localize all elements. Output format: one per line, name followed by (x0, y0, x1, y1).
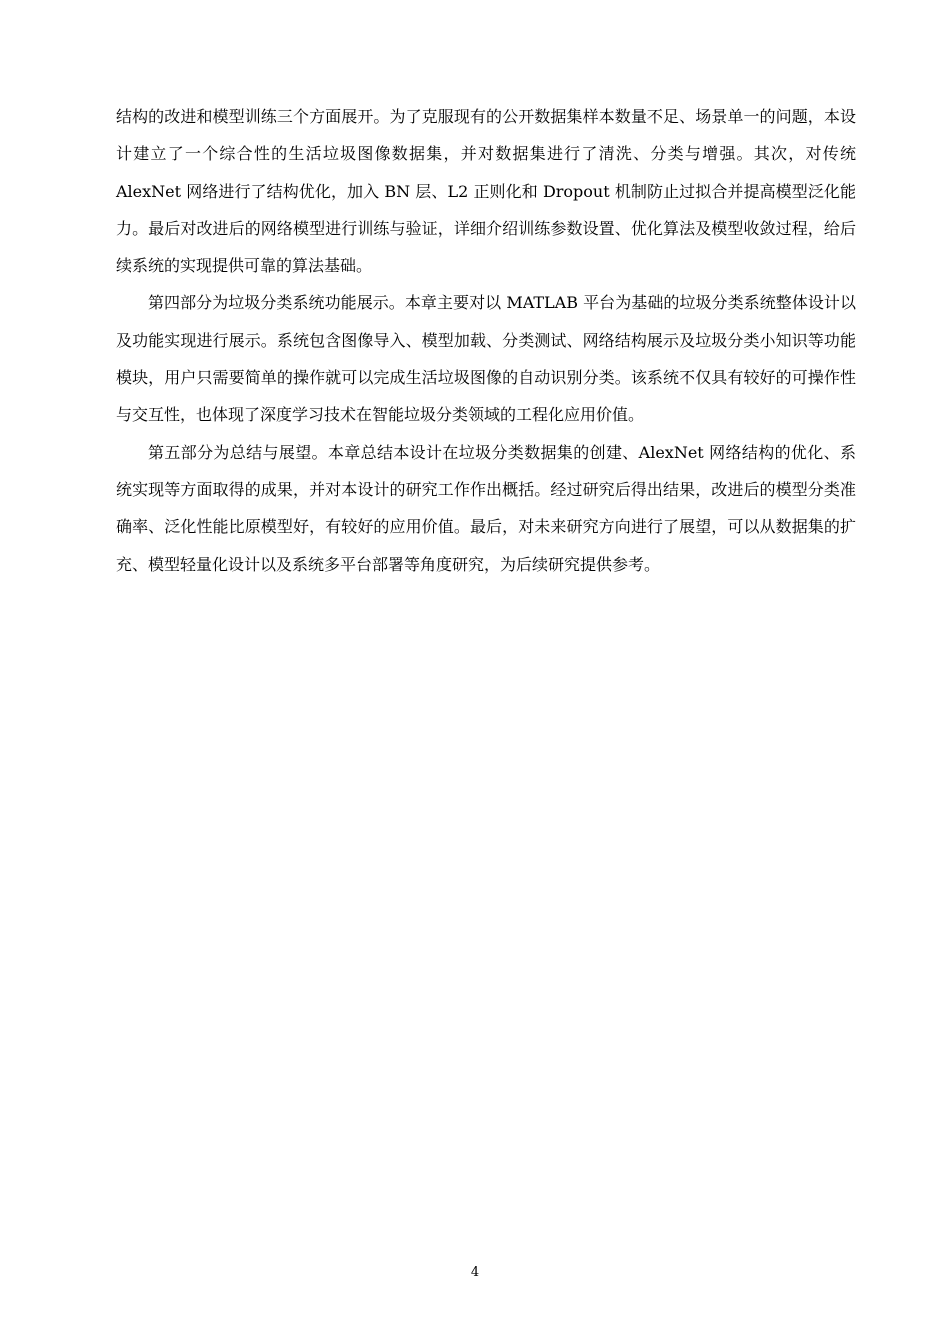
paragraph-continued: 结构的改进和模型训练三个方面展开。为了克服现有的公开数据集样本数量不足、场景单一的问题，本设计建立了一个综合性的生活垃圾图像数据集，并对数据集进行了清洗、分类与增强。其次，对传统 AlexNet 网络进行了结构优化，加入 BN 层、L2 正则化和 Dropout 机制防止过拟合并提高模型泛化能力。最后对改进后的网络模型进行训练与验证，详细介绍训练参数设置、优化算法及模型收敛过程，给后续系统的实现提供可靠的算法基础。 (116, 107, 856, 276)
paragraph-part-five: 第五部分为总结与展望。本章总结本设计在垃圾分类数据集的创建、AlexNet 网络结构的优化、系统实现等方面取得的成果，并对本设计的研究工作作出概括。经过研究后得出结果，改进后的模型分类准确率、泛化性能比原模型好，有较好的应用价值。最后，对未来研究方向进行了展望，可以从数据集的扩充、模型轻量化设计以及系统多平台部署等角度研究，为后续研究提供参考。 (116, 442, 856, 574)
page-number: 4 (470, 1265, 480, 1280)
paragraph-part-four: 第四部分为垃圾分类系统功能展示。本章主要对以 MATLAB 平台为基础的垃圾分类系统整体设计以及功能实现进行展示。系统包含图像导入、模型加载、分类测试、网络结构展示及垃圾分类小知识等功能模块，用户只需要简单的操作就可以完成生活垃圾图像的自动识别分类。该系统不仅具有较好的可操作性与交互性，也体现了深度学习技术在智能垃圾分类领域的工程化应用价值。 (116, 293, 856, 425)
body-text (116, 98, 856, 583)
